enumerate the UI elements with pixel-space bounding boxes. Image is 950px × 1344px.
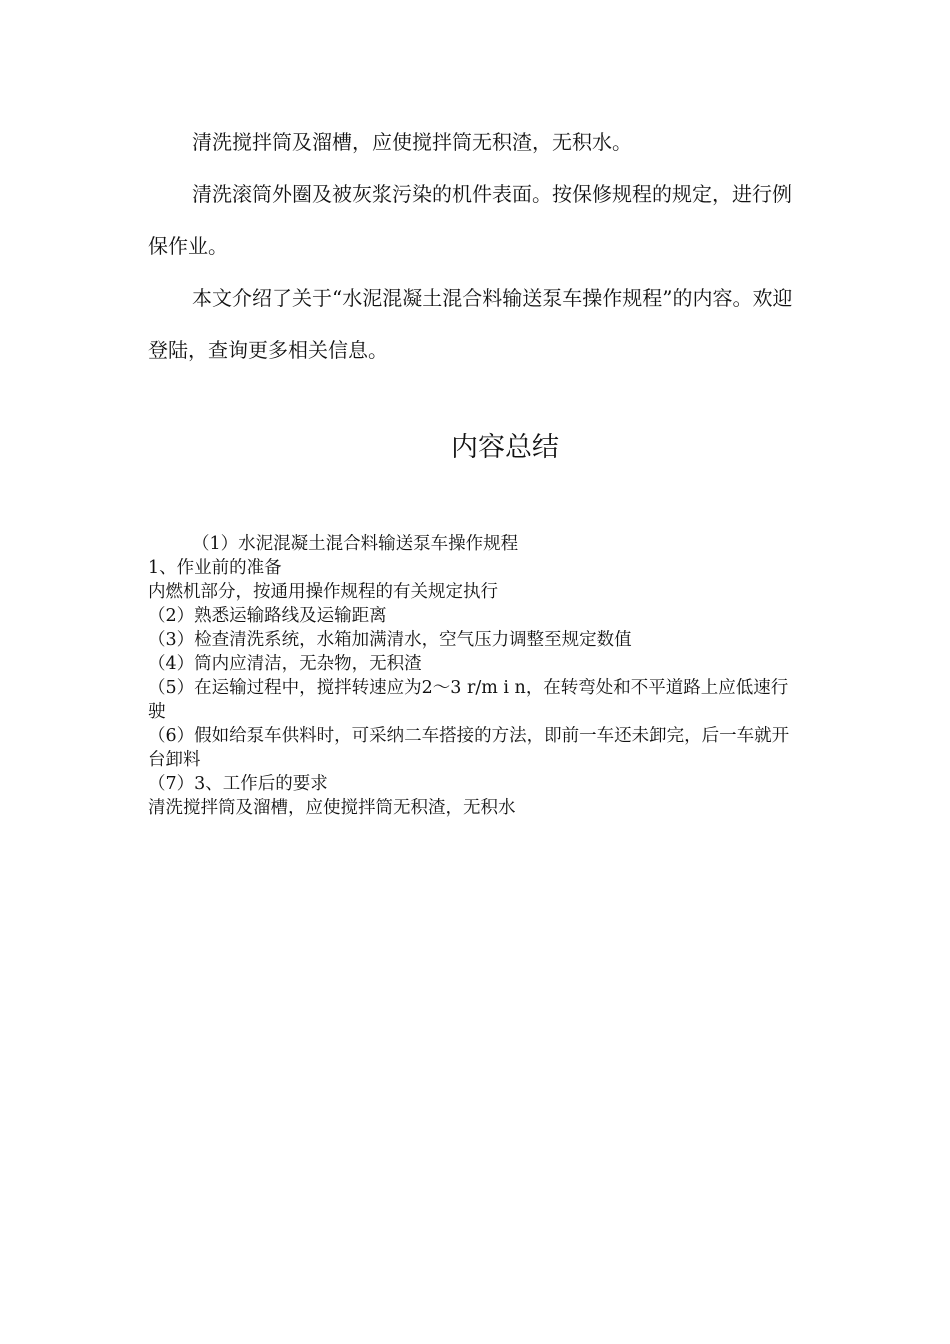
summary-line: （4）筒内应清洁，无杂物，无积渣: [148, 654, 422, 674]
summary-title: 内容总结: [451, 432, 559, 463]
summary-line: （3）检查清洗系统，水箱加满清水，空气压力调整至规定数值: [148, 630, 632, 650]
body-paragraph: 清洗搅拌筒及溜槽，应使搅拌筒无积渣，无积水。: [192, 130, 632, 154]
summary-line: 内燃机部分，按通用操作规程的有关规定执行: [148, 582, 498, 602]
body-paragraph: 清洗滚筒外圈及被灰浆污染的机件表面。按保修规程的规定，进行例保作业。: [148, 182, 792, 258]
summary-line: 清洗搅拌筒及溜槽，应使搅拌筒无积渣，无积水: [148, 798, 516, 818]
summary-line: （1）水泥混凝土混合料输送泵车操作规程: [192, 534, 519, 554]
summary-line: （6）假如给泵车供料时，可采纳二车搭接的方法，即前一车还未卸完，后一车就开台卸料: [148, 726, 790, 770]
summary-line: （2）熟悉运输路线及运输距离: [148, 606, 387, 626]
summary-list: [148, 532, 803, 820]
body-paragraph: 本文介绍了关于“水泥混凝土混合料输送泵车操作规程”的内容。欢迎登陆，查询更多相关信息。: [148, 286, 793, 362]
body-text: [148, 116, 803, 376]
summary-line: 1、作业前的准备: [148, 558, 282, 578]
summary-line: （7）3、工作后的要求: [148, 774, 328, 794]
summary-line: （5）在运输过程中，搅拌转速应为2～3 r/m i n，在转弯处和不平道路上应低速行驶: [148, 678, 789, 722]
